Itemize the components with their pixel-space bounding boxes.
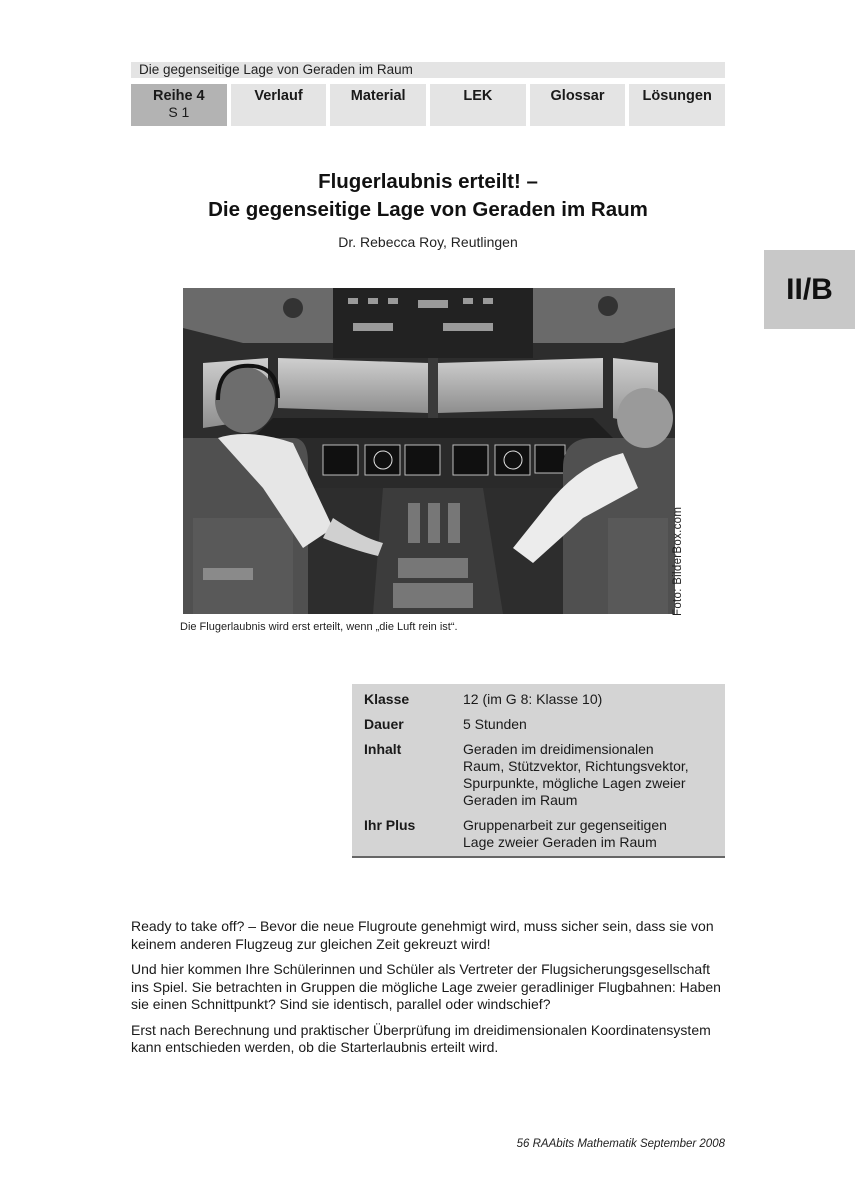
info-row-dauer [364, 716, 713, 733]
navigation-tabs [131, 84, 725, 126]
info-row-inhalt [364, 741, 713, 809]
title-line-2: Die gegenseitige Lage von Geraden im Raum [208, 198, 648, 221]
lesson-info-box [352, 684, 725, 858]
running-title: Die gegenseitige Lage von Geraden im Raum [131, 62, 725, 78]
info-row-klasse [364, 691, 713, 708]
info-value: Geraden im dreidimensionalen Raum, Stützvektor, Richtungsvektor, Spurpunkte, mögliche Lagen zweier Geraden im Raum [463, 741, 689, 808]
info-label: Inhalt [364, 741, 402, 757]
tab-reihe-label: Reihe 4 [153, 88, 205, 104]
photo-caption: Die Flugerlaubnis wird erst erteilt, wenn „die Luft rein ist“. [180, 621, 458, 633]
paragraph: Erst nach Berechnung und praktischer Überprüfung im dreidimensionalen Koordinatensystem kann entschieden werden, ob die Starterlaubnis erteilt wird. [131, 1021, 711, 1055]
info-value: 5 Stunden [463, 716, 527, 732]
paragraph: Ready to take off? – Bevor die neue Flugroute genehmigt wird, muss sicher sein, dass sie von keinem anderen Flugzeug zur gleichen Zeit gekreuzt wird! [131, 918, 714, 952]
info-row-ihr-plus [364, 817, 713, 851]
paragraph: Und hier kommen Ihre Schülerinnen und Schüler als Vertreter der Flugsicherungsgesellschaft ins Spiel. Sie betrachten in Gruppen die mögliche Lage zweier geradliniger Flugbahnen: Haben sie einen Schnittpunkt? Sind sie identisch, parallel oder windschief? [131, 961, 721, 1012]
section-marker: II/B [764, 250, 855, 329]
page-title [131, 168, 725, 224]
info-label: Klasse [364, 691, 410, 707]
tab-verlauf[interactable]: Verlauf [231, 84, 327, 126]
info-value: 12 (im G 8: Klasse 10) [463, 691, 603, 707]
info-value: Gruppenarbeit zur gegenseitigen Lage zweier Geraden im Raum [463, 817, 667, 850]
title-line-1: Flugerlaubnis erteilt! – [318, 170, 538, 193]
tab-reihe-sublabel: S 1 [168, 104, 190, 120]
photo-credit: Foto: BilderBox.com [672, 506, 684, 616]
tab-material[interactable]: Material [330, 84, 426, 126]
tab-glossar[interactable]: Glossar [530, 84, 626, 126]
cockpit-photo [183, 288, 675, 614]
intro-text [131, 918, 725, 1065]
author: Dr. Rebecca Roy, Reutlingen [338, 234, 518, 250]
tab-loesungen[interactable]: Lösungen [629, 84, 725, 126]
info-label: Dauer [364, 716, 404, 732]
info-label: Ihr Plus [364, 817, 416, 833]
tab-reihe[interactable] [131, 84, 227, 126]
tab-lek[interactable]: LEK [430, 84, 526, 126]
page-footer: 56 RAAbits Mathematik September 2008 [516, 1138, 725, 1150]
